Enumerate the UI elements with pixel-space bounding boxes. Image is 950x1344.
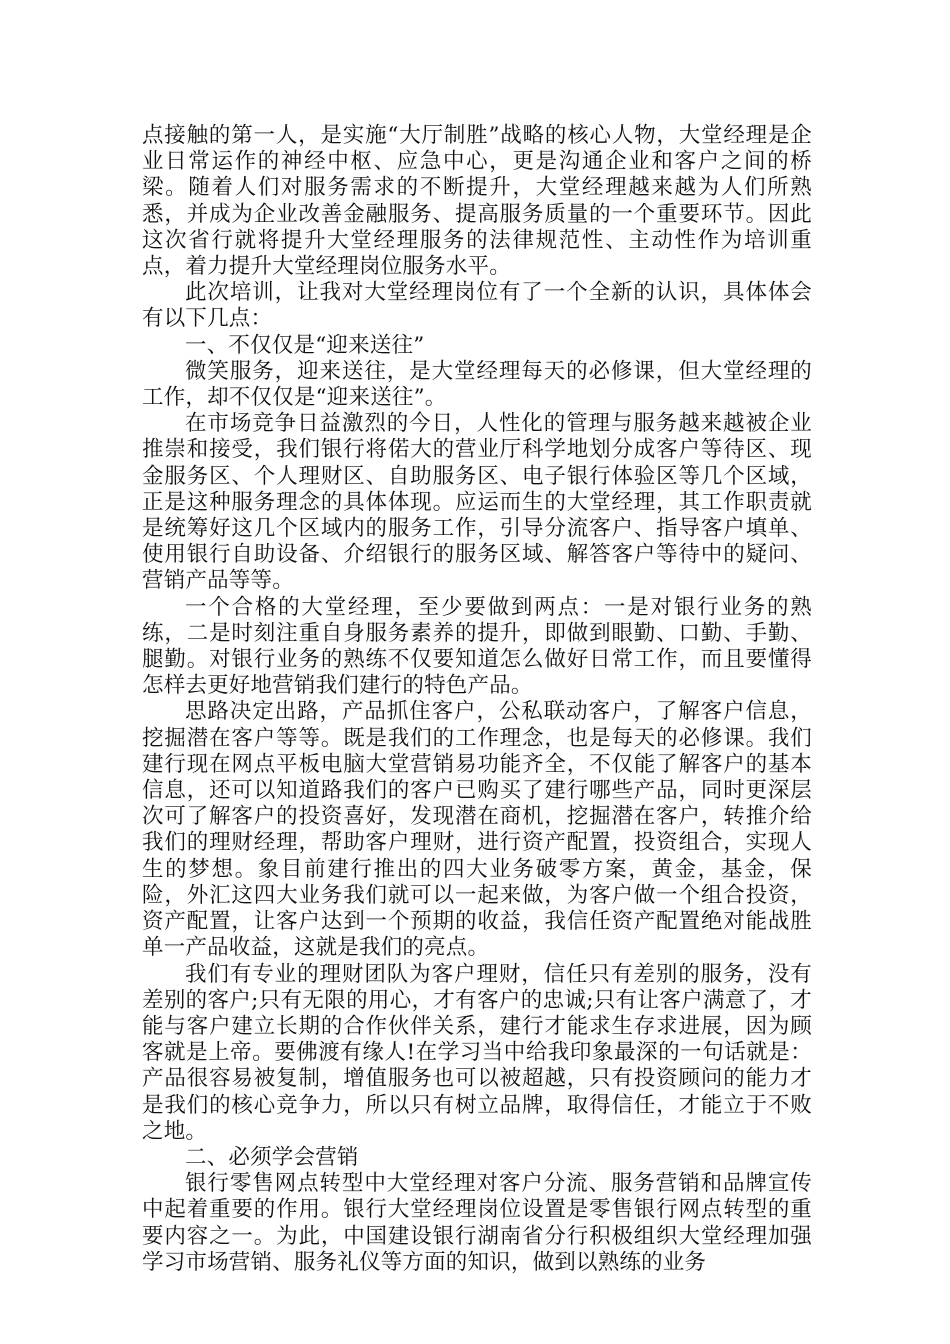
section-heading-2: 二、必须学会营销 xyxy=(185,1144,359,1170)
paragraph-retail-transformation: 银行零售网点转型中大堂经理对客户分流、服务营销和品牌宣传中起着重要的作用。银行大堂经理岗位设置是零售银行网点转型的重要内容之一。为此，中国建设银行湖南省分行积极组织大堂经理加强学习市场营销、服务礼仪等方面的知识，做到以熟练的业务 xyxy=(142,1171,812,1275)
paragraph-qualified-manager: 一个合格的大堂经理，至少要做到两点：一是对银行业务的熟练，二是时刻注重自身服务素养的提升，即做到眼勤、口勤、手勤、腿勤。对银行业务的熟练不仅要知道怎么做好日常工作，而且要懂得怎样去更好地营销我们建行的特色产品。 xyxy=(142,594,812,699)
paragraph-training-overview: 此次培训，让我对大堂经理岗位有了一个全新的认识，具体体会有以下几点： xyxy=(142,280,812,332)
document-body xyxy=(142,123,812,1276)
paragraph-professional-team: 我们有专业的理财团队为客户理财，信任只有差别的服务，没有差别的客户;只有无限的用心，才有客户的忠诚;只有让客户满意了，才能与客户建立长期的合作伙伴关系，建行才能求生存求进展，因为顾客就是上帝。要佛渡有缘人!在学习当中给我印象最深的一句话就是：产品很容易被复制，增值服务也可以被超越，只有投资顾问的能力才是我们的核心竞争力，所以只有树立品牌，取得信任，才能立于不败之地。 xyxy=(142,961,812,1144)
paragraph-thinking-path: 思路决定出路，产品抓住客户，公私联动客户，了解客户信息，挖掘潜在客户等等。既是我们的工作理念，也是每天的必修课。我们建行现在网点平板电脑大堂营销易功能齐全，不仅能了解客户的基本信息，还可以知道路我们的客户已购买了建行哪些产品，同时更深层次可了解客户的投资喜好，发现潜在商机，挖掘潜在客户，转推介给我们的理财经理，帮助客户理财，进行资产配置，投资组合，实现人生的梦想。象目前建行推出的四大业务破零方案，黄金，基金，保险，外汇这四大业务我们就可以一起来做，为客户做一个组合投资，资产配置，让客户达到一个预期的收益，我信任资产配置绝对能战胜单一产品收益，这就是我们的亮点。 xyxy=(142,699,812,961)
paragraph-smile-service: 微笑服务，迎来送往，是大堂经理每天的必修课，但大堂经理的工作，却不仅仅是“迎来送往”。 xyxy=(142,358,812,411)
section-heading-1: 一、不仅仅是“迎来送往” xyxy=(185,332,425,358)
paragraph-market-competition: 在市场竞争日益激烈的今日，人性化的管理与服务越来越被企业推崇和接受，我们银行将偌大的营业厅科学地划分成客户等待区、现金服务区、个人理财区、自助服务区、电子银行体验区等几个区域，正是这种服务理念的具体体现。应运而生的大堂经理，其工作职责就是统筹好这几个区域内的服务工作，引导分流客户、指导客户填单、使用银行自助设备、介绍银行的服务区域、解答客户等待中的疑问、营销产品等等。 xyxy=(142,411,812,594)
paragraph-intro-continuation: 点接触的第一人，是实施“大厅制胜”战略的核心人物，大堂经理是企业日常运作的神经中枢、应急中心，更是沟通企业和客户之间的桥梁。随着人们对服务需求的不断提升，大堂经理越来越为人们所熟悉，并成为企业改善金融服务、提高服务质量的一个重要环节。因此这次省行就将提升大堂经理服务的法律规范性、主动性作为培训重点，着力提升大堂经理岗位服务水平。 xyxy=(142,123,812,280)
